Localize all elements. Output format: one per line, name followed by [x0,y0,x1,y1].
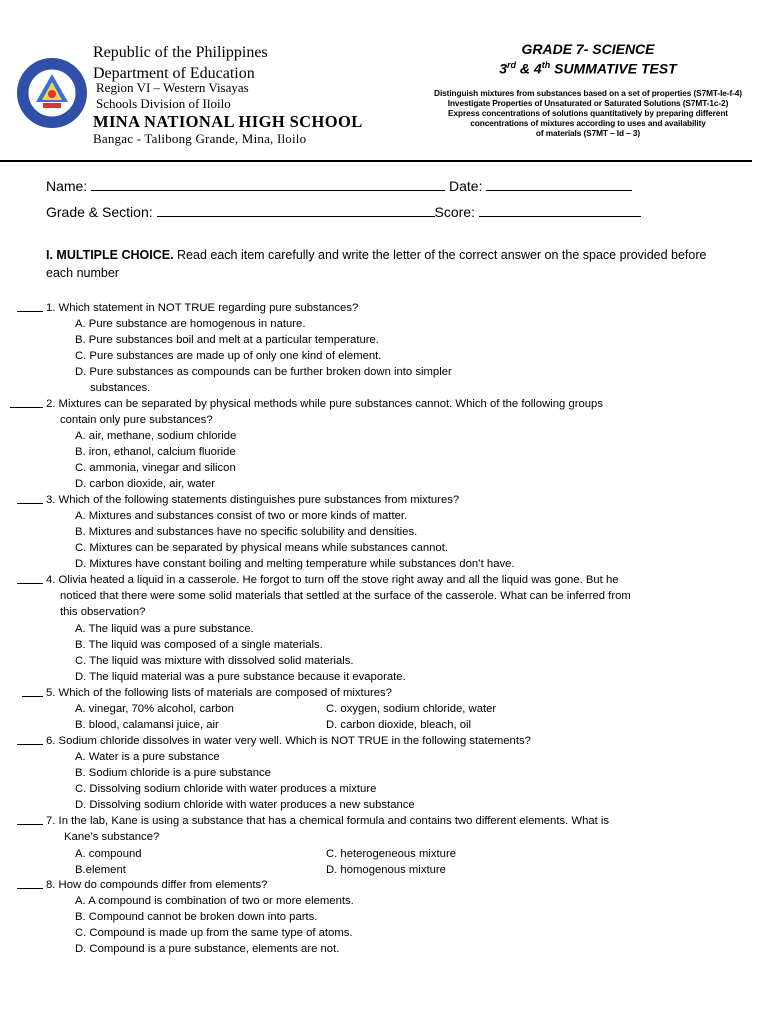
test-title: 3rd & 4th SUMMATIVE TEST [499,60,677,77]
competency-line-5: of materials (S7MT – Id – 3) [535,128,641,138]
q8-choice-a: A. A compound is combination of two or more elements. [75,895,354,907]
instructions-heading: I. MULTIPLE CHOICE. [46,248,174,262]
competency-line-1: Distinguish mixtures from substances based on a set of properties (S7MT-Ie-f-4) [434,88,742,98]
answer-blank-3[interactable] [17,503,43,504]
q2-choice-b: B. iron, ethanol, calcium fluoride [75,446,236,458]
question-2-stem: 2. Mixtures can be separated by physical methods while pure substances cannot. Which of the following groups [46,398,603,410]
republic-title: Republic of the Philippines Department of Education [93,44,268,82]
answer-blank-1[interactable] [17,311,43,312]
division-line: Schools Division of Iloilo [96,96,231,111]
q8-choice-b: B. Compound cannot be broken down into parts. [75,911,318,923]
name-field[interactable] [91,178,445,191]
answer-blank-5[interactable] [22,696,43,697]
question-2-stem-cont: contain only pure substances? [60,414,213,426]
q5-choice-c: C. oxygen, sodium chloride, water [326,703,497,715]
instructions-text: Read each item carefully and write the letter of the correct answer on the space provided before each number [46,248,707,280]
q7-choice-a: A. compound [75,848,142,860]
q7-choice-b: B.element [75,864,126,876]
grade-section-field[interactable] [157,204,435,217]
answer-blank-6[interactable] [17,744,43,745]
question-1-stem: 1. Which statement in NOT TRUE regarding pure substances? [46,302,359,314]
q4-choice-c: C. The liquid was mixture with dissolved solid materials. [75,655,354,667]
q1-choice-a: A. Pure substance are homogenous in nature. [75,318,306,330]
q1-choice-d: D. Pure substances as compounds can be further broken down into simpler [75,366,452,378]
q2-choice-c: C. ammonia, vinegar and silicon [75,462,236,474]
q4-choice-d: D. The liquid material was a pure substance because it evaporate. [75,671,406,683]
deped-seal-icon [16,57,88,129]
competency-line-2: Investigate Properties of Unsaturated or Saturated Solutions (S7MT-1c-2) [447,98,729,108]
question-4-stem: 4. Olivia heated a liquid in a casserole. He forgot to turn off the stove right away and all the liquid was gone. But he [46,574,619,586]
question-7-stem: 7. In the lab, Kane is using a substance that has a chemical formula and contains two different elements. What is [46,815,610,827]
q3-choice-d: D. Mixtures have constant boiling and melting temperature while substances don’t have. [75,558,515,570]
q7-choice-c: C. heterogeneous mixture [326,848,456,860]
question-3-stem: 3. Which of the following statements distinguishes pure substances from mixtures? [46,494,460,506]
grade-section-label: Grade & Section: [46,204,153,220]
date-field[interactable] [486,178,632,191]
question-4-stem-cont-2: this observation? [60,606,146,618]
date-label: Date: [449,178,483,194]
region-line: Region VI – Western Visayas [96,80,249,95]
q3-choice-c: C. Mixtures can be separated by physical means while substances cannot. [75,542,448,554]
q4-choice-b: B. The liquid was composed of a single materials. [75,639,323,651]
q1-choice-b: B. Pure substances boil and melt at a particular temperature. [75,334,379,346]
instructions [46,246,736,282]
q3-choice-b: B. Mixtures and substances have no specific solubility and densities. [75,526,418,538]
question-4-stem-cont: noticed that there were some solid materials that settled at the surface of the casserole. What can be inferred from [60,590,631,602]
name-date-row [46,178,632,194]
q2-choice-d: D. carbon dioxide, air, water [75,478,216,490]
q5-choice-a: A. vinegar, 70% alcohol, carbon [75,703,234,715]
answer-blank-7[interactable] [17,824,43,825]
question-8-stem: 8. How do compounds differ from elements? [46,879,268,891]
q5-choice-d: D. carbon dioxide, bleach, oil [326,719,472,731]
q3-choice-a: A. Mixtures and substances consist of two or more kinds of matter. [75,510,408,522]
q6-choice-a: A. Water is a pure substance [75,751,220,763]
school-address: Bangac - Talibong Grande, Mina, Iloilo [93,131,307,146]
name-label: Name: [46,178,88,194]
school-name: MINA NATIONAL HIGH SCHOOL [93,112,363,131]
document-header [0,0,768,170]
q5-choice-b: B. blood, calamansi juice, air [75,719,219,731]
question-5-stem: 5. Which of the following lists of materials are composed of mixtures? [46,687,392,699]
q8-choice-c: C. Compound is made up from the same type of atoms. [75,927,353,939]
q1-choice-c: C. Pure substances are made up of only one kind of element. [75,350,382,362]
answer-blank-4[interactable] [17,583,43,584]
q2-choice-a: A. air, methane, sodium chloride [75,430,237,442]
header-divider [0,160,752,162]
q4-choice-a: A. The liquid was a pure substance. [75,623,254,635]
answer-blank-2[interactable] [10,407,43,408]
grade-score-row [46,204,641,220]
question-6-stem: 6. Sodium chloride dissolves in water very well. Which is NOT TRUE in the following statements? [46,735,531,747]
grade-subject: GRADE 7- SCIENCE [521,41,655,57]
q6-choice-c: C. Dissolving sodium chloride with water produces a mixture [75,783,377,795]
q1-choice-d-cont: substances. [90,382,151,394]
q8-choice-d: D. Compound is a pure substance, elements are not. [75,943,340,955]
score-field[interactable] [479,204,641,217]
score-label: Score: [434,204,475,220]
q6-choice-d: D. Dissolving sodium chloride with water produces a new substance [75,799,415,811]
competency-line-3: Express concentrations of solutions quantitatively by preparing different [448,108,728,118]
question-7-stem-cont: Kane’s substance? [64,831,160,843]
competency-line-4: concentrations of mixtures according to uses and availability [470,118,706,128]
q7-choice-d: D. homogenous mixture [326,864,446,876]
q6-choice-b: B. Sodium chloride is a pure substance [75,767,271,779]
answer-blank-8[interactable] [17,888,43,889]
